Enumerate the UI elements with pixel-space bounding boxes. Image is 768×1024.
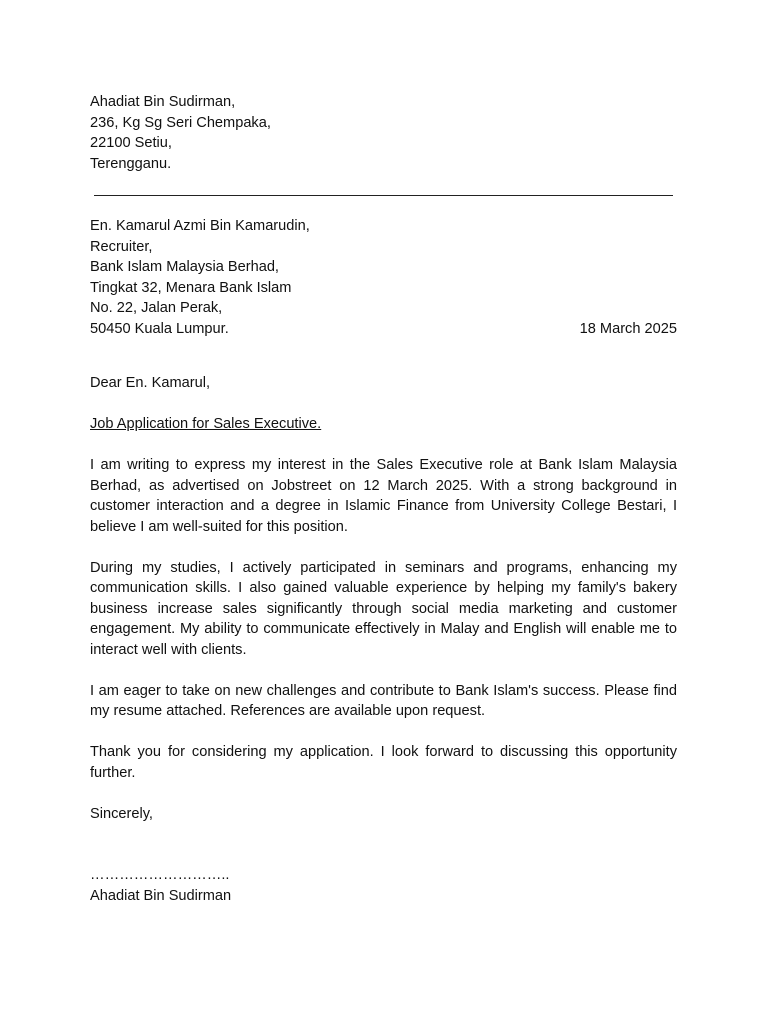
body-paragraph-3: I am eager to take on new challenges and contribute to Bank Islam's success. Please find my resume attached. References are available upon request. (90, 682, 677, 719)
recipient-company: Bank Islam Malaysia Berhad, (90, 259, 279, 275)
body-paragraph-4: Thank you for considering my application. I look forward to discussing this opportunity further. (90, 744, 677, 781)
salutation: Dear En. Kamarul, (90, 375, 211, 391)
closing: Sincerely, (90, 805, 153, 822)
recipient-title: Recruiter, (90, 238, 153, 255)
recipient-postcode-city: 50450 Kuala Lumpur. (90, 320, 229, 337)
body-paragraph-1: I am writing to express my interest in the Sales Executive role at Bank Islam Malaysia Berhad, as advertised on Jobstreet on 12 March 2025. With a strong background in customer interaction and a degree in Islamic Finance from University College Bestari, I believe I am well-suited for this position. (90, 457, 677, 535)
recipient-address (90, 216, 677, 339)
body-paragraph-2: During my studies, I actively participated in seminars and programs, enhancing my communication skills. I also gained valuable experience by helping my family's bakery business increase sales significantly through social media marketing and customer engagement. My ability to communicate effectively in Malay and English will enable me to interact well with clients. (90, 559, 677, 658)
subject-line: Job Application for Sales Executive. (90, 416, 322, 432)
recipient-city-date-row (90, 319, 677, 340)
sender-state: Terengganu. (90, 155, 172, 172)
recipient-street: No. 22, Jalan Perak, (90, 300, 223, 316)
header-divider (94, 195, 673, 196)
sender-address (90, 92, 677, 174)
signature-name: Ahadiat Bin Sudirman (90, 887, 232, 904)
letter-page (90, 92, 677, 906)
recipient-name: En. Kamarul Azmi Bin Kamarudin, (90, 218, 310, 234)
letter-date: 18 March 2025 (579, 320, 677, 337)
sender-postcode-city: 22100 Setiu, (90, 135, 172, 151)
sender-street: 236, Kg Sg Seri Chempaka, (90, 114, 271, 131)
sender-name: Ahadiat Bin Sudirman, (90, 94, 236, 110)
recipient-floor: Tingkat 32, Menara Bank Islam (90, 279, 292, 296)
signature-line: ……………………….. (90, 867, 230, 883)
